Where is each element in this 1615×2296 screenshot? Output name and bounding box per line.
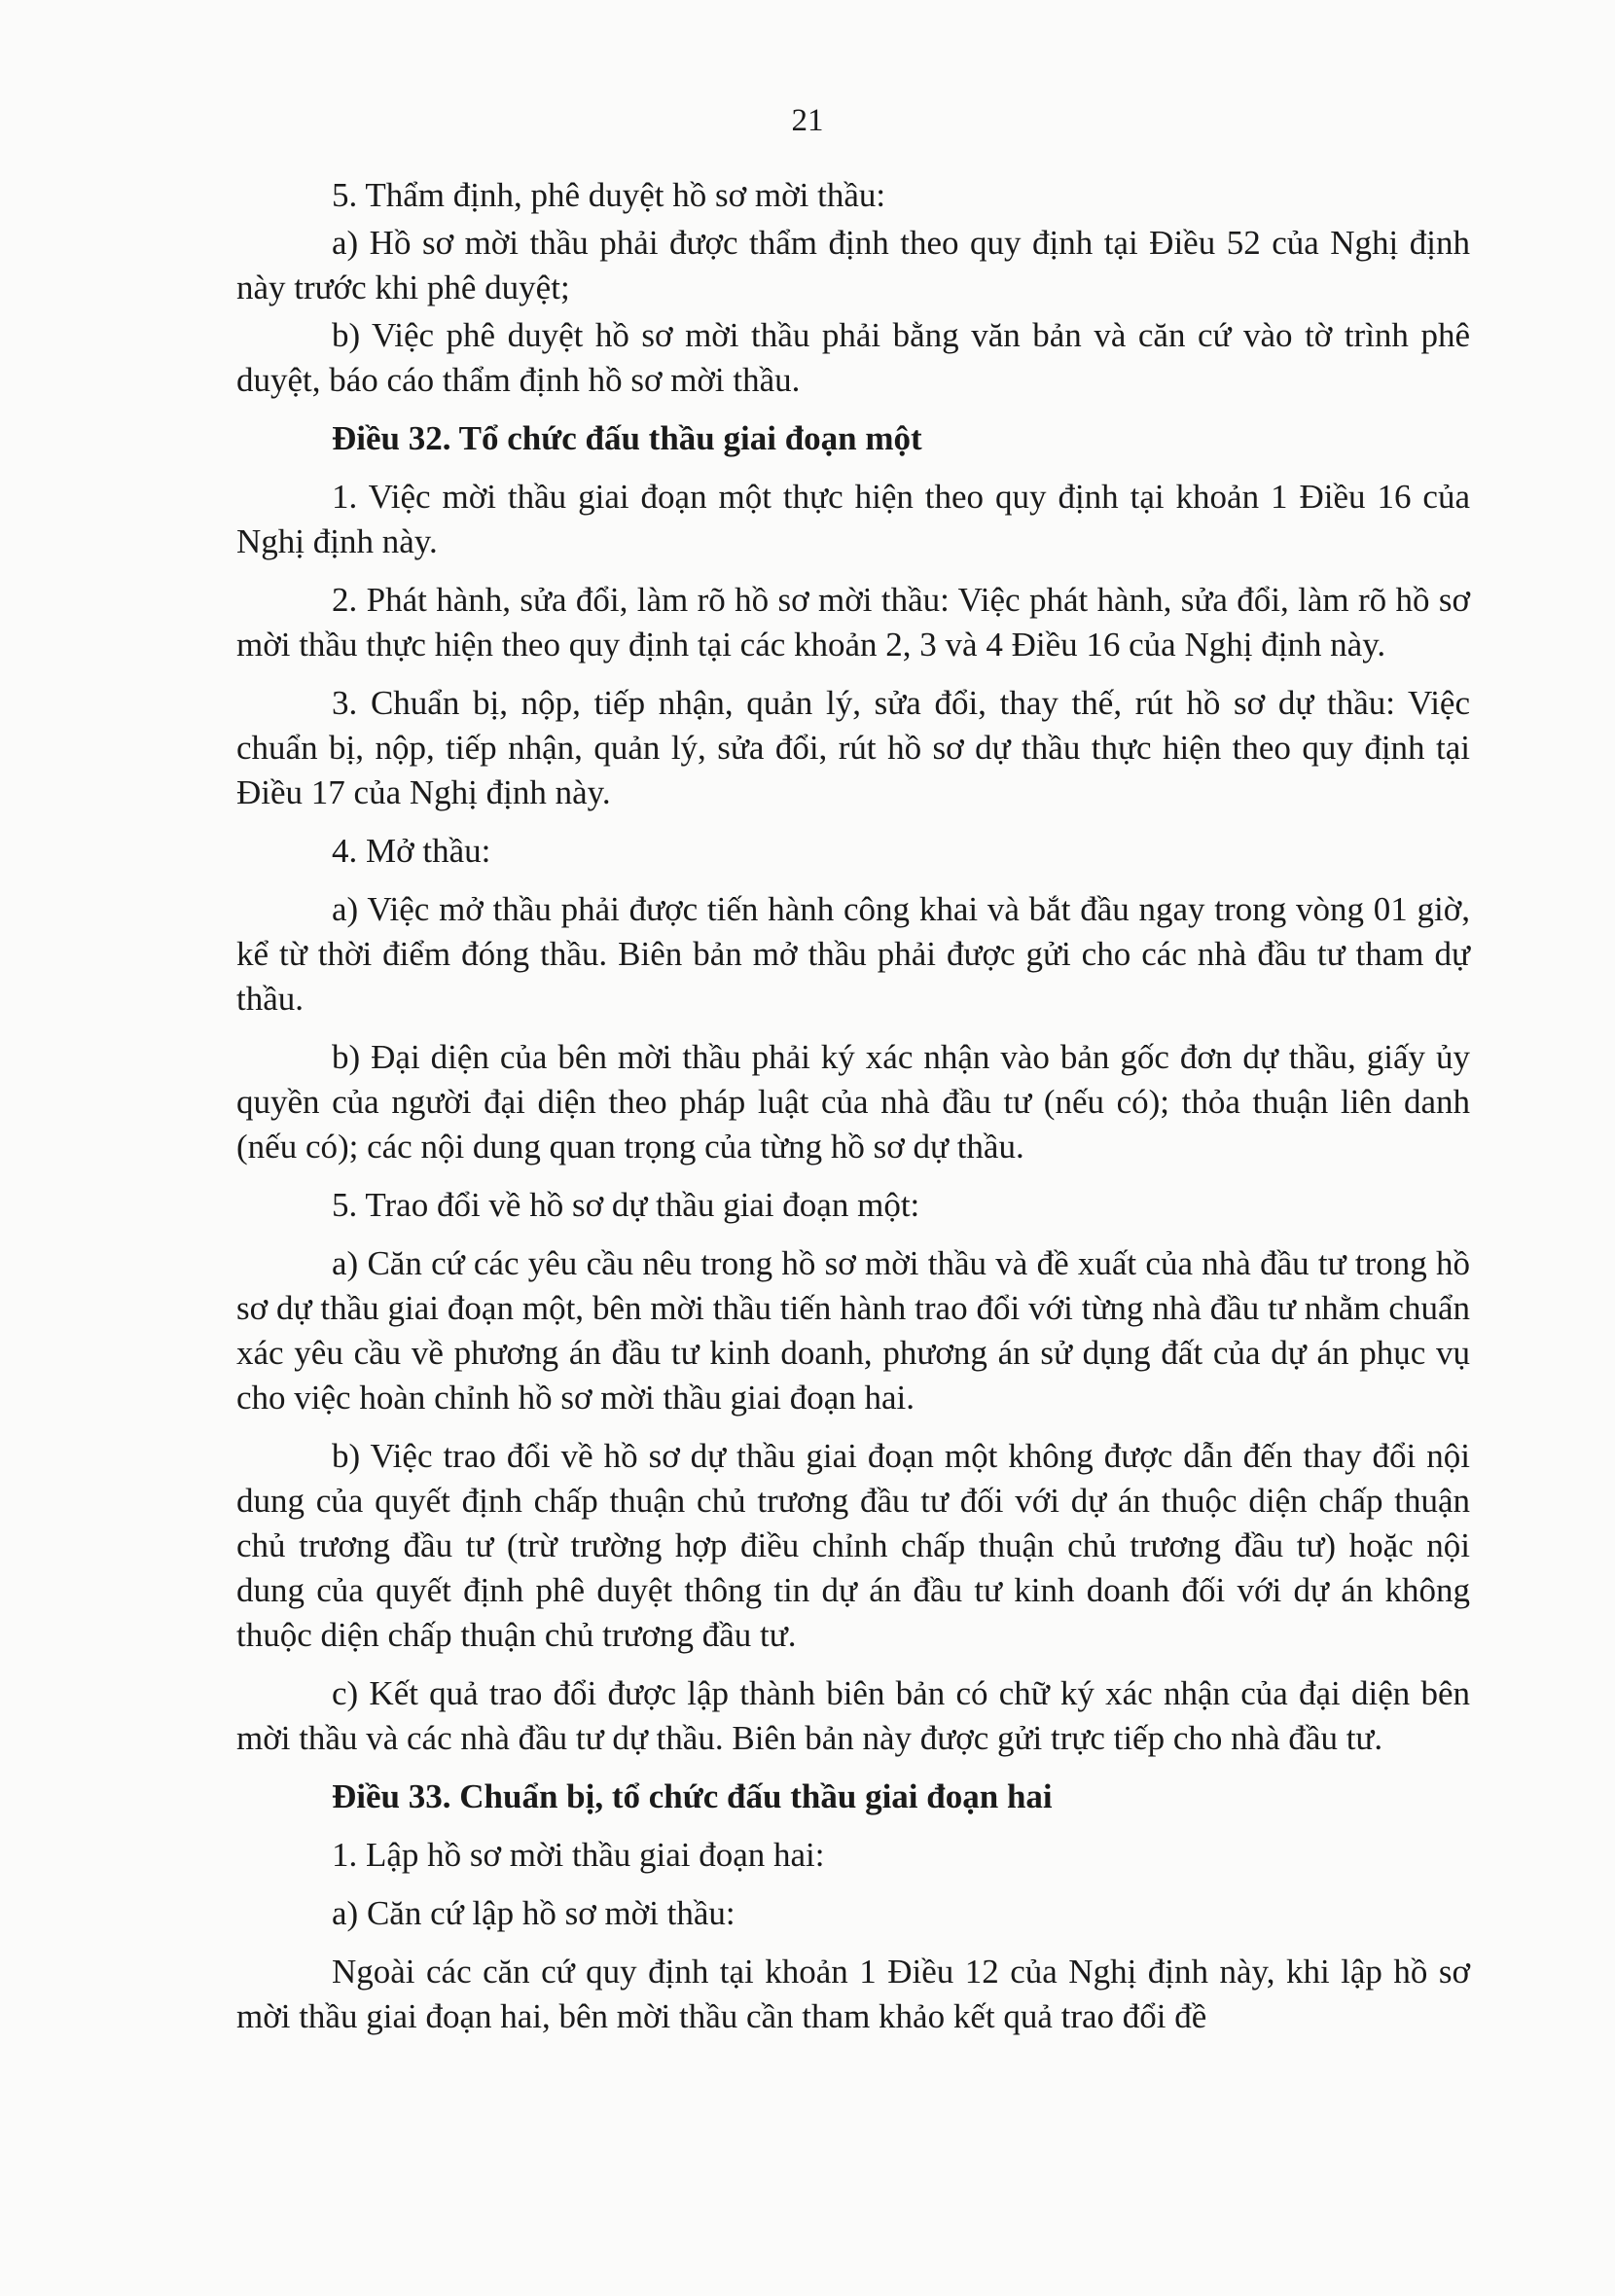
paragraph-item-5c-exchange: c) Kết quả trao đổi được lập thành biên bản có chữ ký xác nhận của đại diện bên mời thầu và các nhà đầu tư dự thầu. Biên bản này được gửi trực tiếp cho nhà đầu tư. — [236, 1674, 1470, 1757]
paragraph-item-1a-stage-two: a) Căn cứ lập hồ sơ mời thầu: — [332, 1894, 736, 1932]
paragraph-continuation: Ngoài các căn cứ quy định tại khoản 1 Điều 12 của Nghị định này, khi lập hồ sơ mời thầu giai đoạn hai, bên mời thầu cần tham khảo kết quả trao đổi đề — [236, 1953, 1470, 2035]
paragraph-item-5b-exchange: b) Việc trao đổi về hồ sơ dự thầu giai đoạn một không được dẫn đến thay đổi nội dung của quyết định chấp thuận chủ trương đầu tư đối với dự án thuộc diện chấp thuận chủ trương đầu tư (trừ trường hợp điều chỉnh chấp thuận chủ trương đầu tư) hoặc nội dung của quyết định phê duyệt thông tin dự án đầu tư kinh doanh đối với dự án không thuộc diện chấp thuận chủ trương đầu tư. — [236, 1437, 1470, 1654]
paragraph-item-5b: b) Việc phê duyệt hồ sơ mời thầu phải bằng văn bản và căn cứ vào tờ trình phê duyệt, báo cáo thẩm định hồ sơ mời thầu. — [236, 316, 1470, 399]
paragraph-item-4: 4. Mở thầu: — [332, 832, 491, 870]
document-body — [236, 173, 1470, 2039]
paragraph-item-5-appraisal: 5. Thẩm định, phê duyệt hồ sơ mời thầu: — [332, 176, 886, 214]
paragraph-item-4a: a) Việc mở thầu phải được tiến hành công khai và bắt đầu ngay trong vòng 01 giờ, kể từ thời điểm đóng thầu. Biên bản mở thầu phải được gửi cho các nhà đầu tư tham dự thầu. — [236, 890, 1470, 1018]
paragraph-item-5a: a) Hồ sơ mời thầu phải được thẩm định theo quy định tại Điều 52 của Nghị định này trước khi phê duyệt; — [236, 224, 1470, 306]
article-32-heading: Điều 32. Tổ chức đấu thầu giai đoạn một — [332, 419, 922, 457]
paragraph-item-1: 1. Việc mời thầu giai đoạn một thực hiện theo quy định tại khoản 1 Điều 16 của Nghị định này. — [236, 478, 1470, 560]
paragraph-item-5a-exchange: a) Căn cứ các yêu cầu nêu trong hồ sơ mời thầu và đề xuất của nhà đầu tư trong hồ sơ dự thầu giai đoạn một, bên mời thầu tiến hành trao đổi với từng nhà đầu tư nhằm chuẩn xác yêu cầu về phương án đầu tư kinh doanh, phương án sử dụng đất của dự án phục vụ cho việc hoàn chỉnh hồ sơ mời thầu giai đoạn hai. — [236, 1244, 1470, 1417]
page-number: 21 — [791, 103, 824, 138]
paragraph-item-5-exchange: 5. Trao đổi về hồ sơ dự thầu giai đoạn một: — [332, 1186, 920, 1224]
paragraph-item-1-stage-two: 1. Lập hồ sơ mời thầu giai đoạn hai: — [332, 1836, 825, 1874]
paragraph-item-2: 2. Phát hành, sửa đổi, làm rõ hồ sơ mời thầu: Việc phát hành, sửa đổi, làm rõ hồ sơ mời thầu thực hiện theo quy định tại các khoản 2, 3 và 4 Điều 16 của Nghị định này. — [236, 581, 1470, 664]
article-33-heading: Điều 33. Chuẩn bị, tổ chức đấu thầu giai đoạn hai — [332, 1777, 1053, 1815]
paragraph-item-4b: b) Đại diện của bên mời thầu phải ký xác nhận vào bản gốc đơn dự thầu, giấy ủy quyền của người đại diện theo pháp luật của nhà đầu tư (nếu có); thỏa thuận liên danh (nếu có); các nội dung quan trọng của từng hồ sơ dự thầu. — [236, 1038, 1470, 1166]
paragraph-item-3: 3. Chuẩn bị, nộp, tiếp nhận, quản lý, sửa đổi, thay thế, rút hồ sơ dự thầu: Việc chuẩn bị, nộp, tiếp nhận, quản lý, sửa đổi, rút hồ sơ dự thầu thực hiện theo quy định tại Điều 17 của Nghị định này. — [236, 684, 1470, 811]
